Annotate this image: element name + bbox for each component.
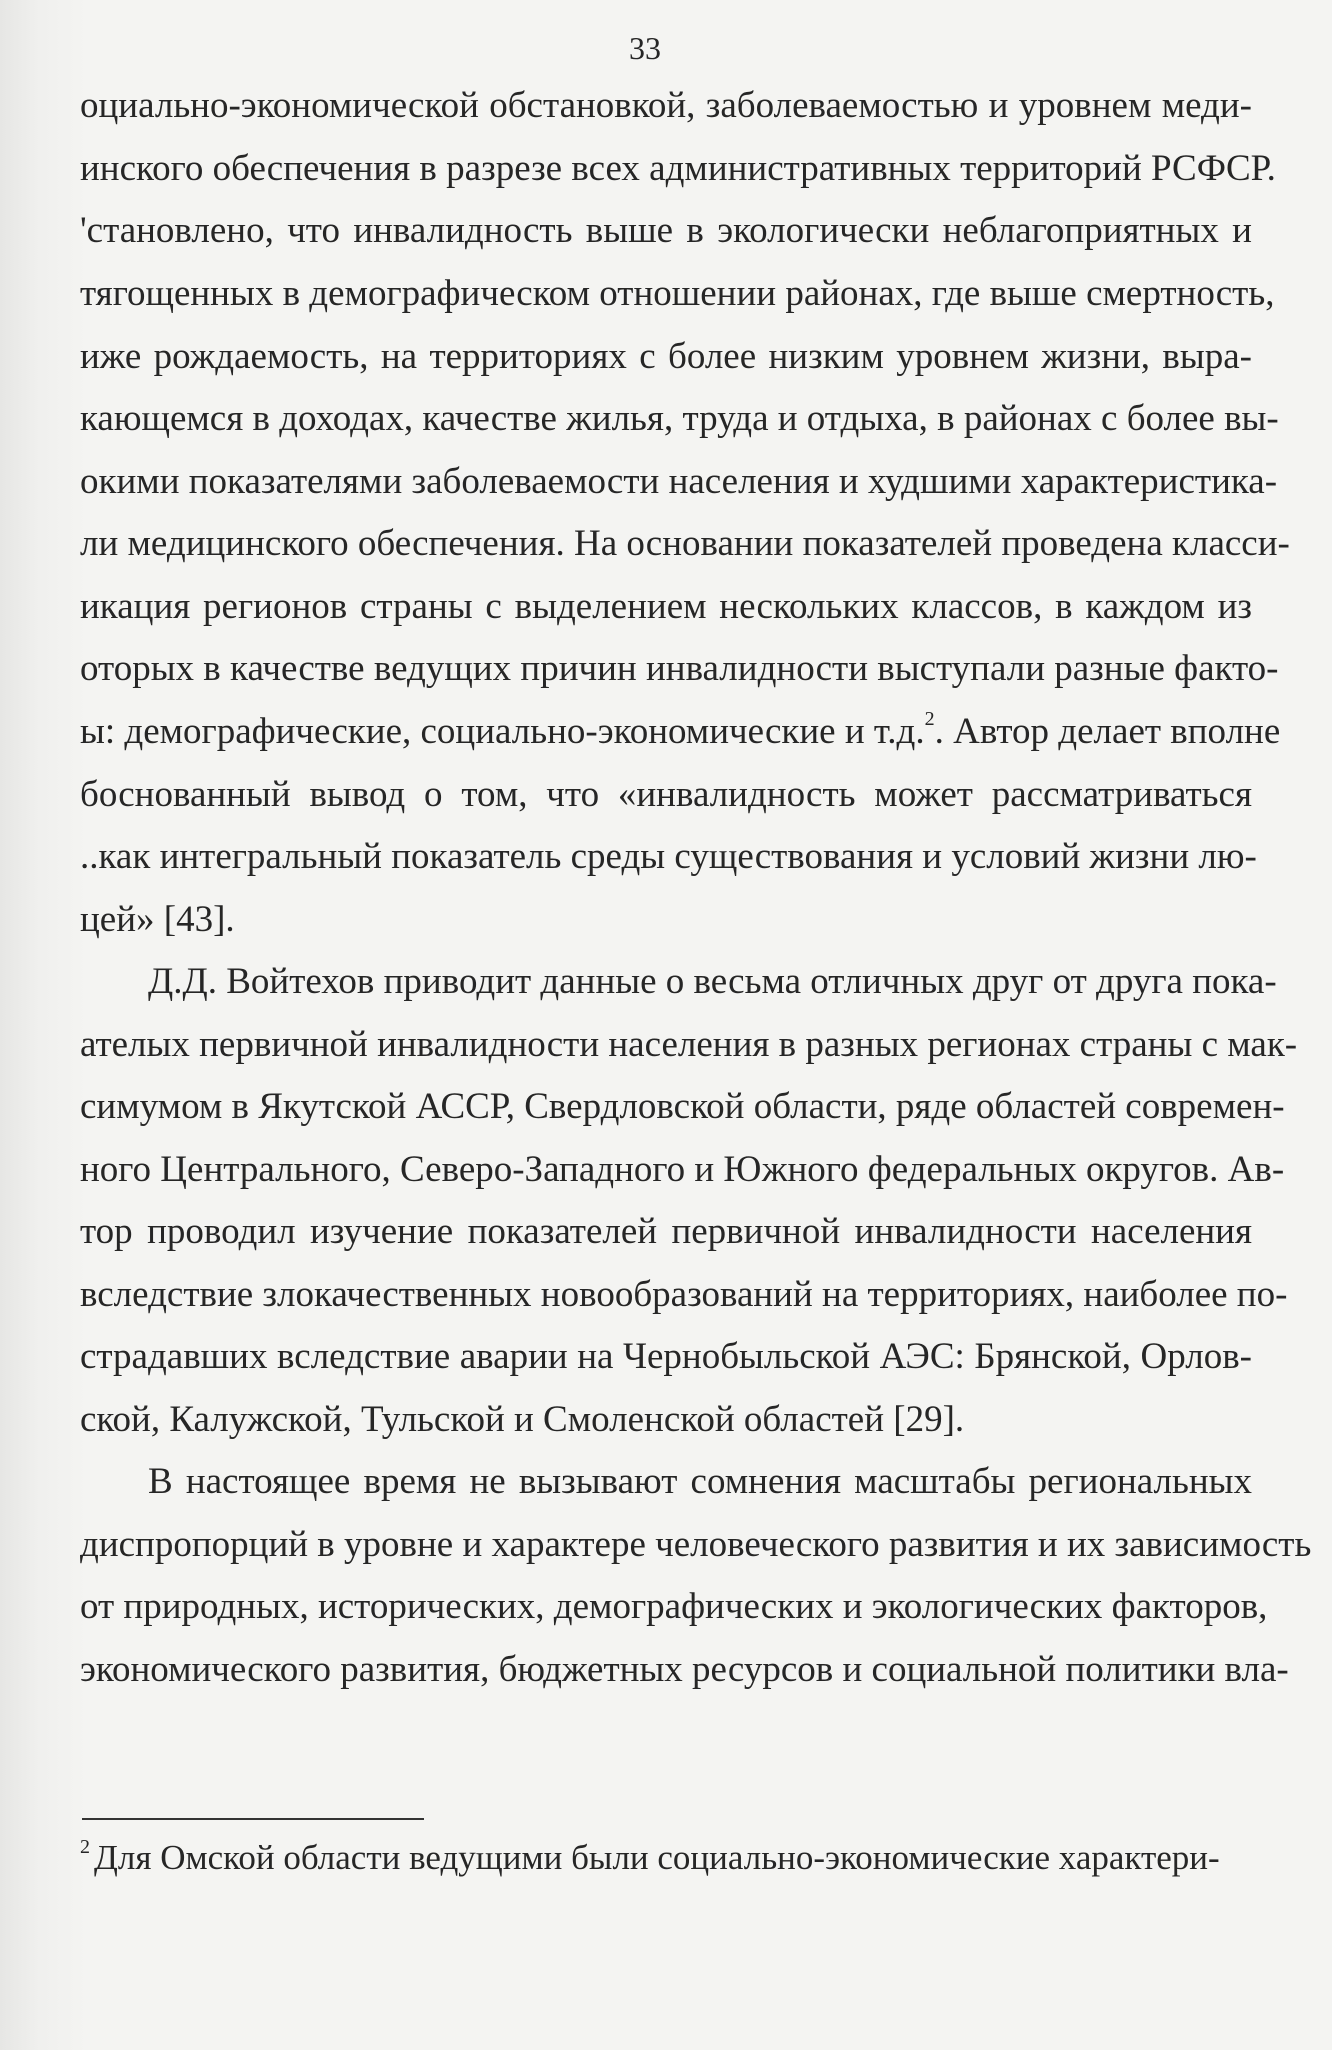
body-line: вследствие злокачественных новообразований на территориях, наиболее по- [80,1274,1288,1315]
body-line: кающемся в доходах, качестве жилья, труда и отдыха, в районах с более вы- [80,398,1279,439]
body-line: экономического развития, бюджетных ресурсов и социальной политики вла- [80,1649,1289,1690]
body-line-with-footnote-ref [80,708,1281,752]
footnote-mark: 2 [80,1836,90,1858]
body-line: 'становлено, что инвалидность выше в экологически неблагоприятных и [80,210,1252,251]
body-line: ..как интегральный показатель среды существования и условий жизни лю- [80,836,1257,877]
body-line: инского обеспечения в разрезе всех административных территорий РСФСР. [80,148,1276,189]
footnote-separator [82,1818,424,1820]
body-line: боснованный вывод о том, что «инвалидность может рассматриваться [80,774,1252,815]
footnote-text: Для Омской области ведущими были социально-экономические характери- [94,1838,1220,1877]
body-line: оторых в качестве ведущих причин инвалидности выступали разные факто- [80,648,1279,689]
body-line: симумом в Якутской АССР, Свердловской области, ряде областей современ- [80,1086,1285,1127]
paragraph-first-line: В настоящее время не вызывают сомнения масштабы региональных [148,1461,1252,1502]
body-line: ли медицинского обеспечения. На основании показателей проведена класси- [80,523,1290,564]
body-line: ской, Калужской, Тульской и Смоленской областей [29]. [80,1399,965,1440]
body-line: от природных, исторических, демографических и экологических факторов, [80,1586,1268,1627]
body-line: иже рождаемость, на территориях с более низким уровнем жизни, выра- [80,336,1252,377]
body-line: окими показателями заболеваемости населения и худшими характеристика- [80,461,1278,502]
body-line: оциально-экономической обстановкой, заболеваемостью и уровнем меди- [80,85,1252,126]
footnote [80,1838,1252,1878]
footnote-reference[interactable]: 2 [924,708,935,730]
body-line: ного Центрального, Северо-Западного и Южного федеральных округов. Ав- [80,1149,1285,1190]
body-line: диспропорций в уровне и характере человеческого развития и их зависимость [80,1524,1312,1565]
body-line: страдавших вследствие аварии на Чернобыльской АЭС: Брянской, Орлов- [80,1336,1252,1377]
body-line: ателых первичной инвалидности населения в разных регионах страны с мак- [80,1024,1298,1065]
body-text: . Автор делает вполне [934,711,1281,752]
body-text: ы: демографические, социально-экономические и т.д. [80,711,925,752]
body-line: тягощенных в демографическом отношении районах, где выше смертность, [80,273,1275,314]
body-line: икация регионов страны с выделением нескольких классов, в каждом из [80,586,1252,627]
paragraph-first-line: Д.Д. Войтехов приводит данные о весьма отличных друг от друга пока- [148,961,1277,1002]
body-line: цей» [43]. [80,899,235,940]
body-line: тор проводил изучение показателей первичной инвалидности населения [80,1211,1252,1252]
page-number: 33 [629,30,661,66]
